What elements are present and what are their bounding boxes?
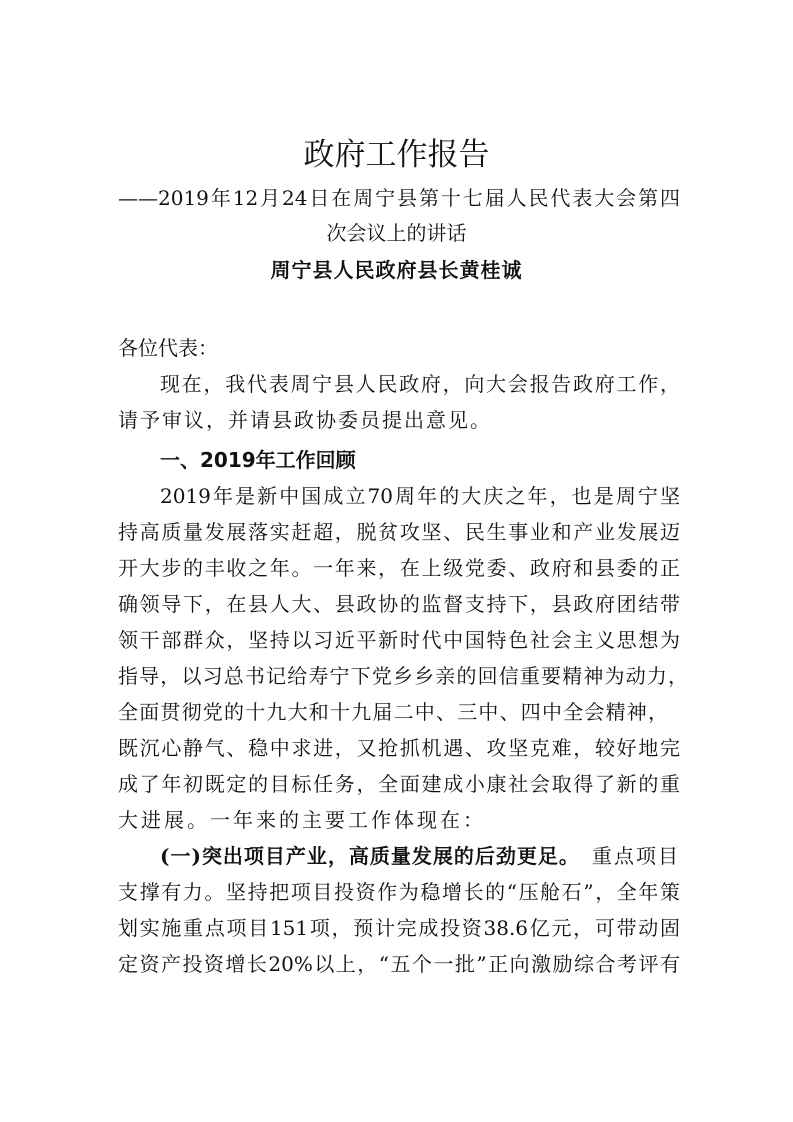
paragraph-line: 领干部群众，坚持以习近平新时代中国特色社会主义思想为 — [118, 628, 680, 652]
paragraph-line: 指导，以习总书记给寿宁下党乡乡亲的回信重要精神为动力， — [118, 664, 688, 688]
paragraph-line: 2019年是新中国成立70周年的大庆之年，也是周宁坚 — [160, 484, 680, 508]
subtitle-line-2: 次会议上的讲话 — [326, 221, 467, 245]
paragraph-line: 定资产投资增长20%以上，“五个一批”正向激励综合考评有 — [118, 952, 680, 976]
section-heading: 一、2019年工作回顾 — [160, 448, 356, 472]
page-title: 政府工作报告 — [303, 137, 490, 173]
author-line: 周宁县人民政府县长黄桂诚 — [270, 258, 523, 282]
subsection-text: 重点项目 — [592, 844, 680, 868]
subtitle-line-1: ——2019年12月24日在周宁县第十七届人民代表大会第四 — [118, 186, 680, 210]
intro-line-1: 现在，我代表周宁县人民政府，向大会报告政府工作， — [160, 372, 680, 396]
subsection-heading: (一)突出项目产业，高质量发展的后劲更足。 — [160, 844, 580, 868]
paragraph-line: 大进展。一年来的主要工作体现在： — [118, 808, 486, 832]
paragraph-line: 既沉心静气、稳中求进，又抢抓机遇、攻坚克难，较好地完 — [118, 736, 680, 760]
paragraph-line: 划实施重点项目151项，预计完成投资38.6亿元，可带动固 — [118, 916, 680, 940]
paragraph-line: 持高质量发展落实赶超，脱贫攻坚、民生事业和产业发展迈 — [118, 520, 680, 544]
paragraph-line: 全面贯彻党的十九大和十九届二中、三中、四中全会精神， — [118, 700, 668, 724]
paragraph-line: 确领导下，在县人大、县政协的监督支持下，县政府团结带 — [118, 592, 680, 616]
paragraph-line: 成了年初既定的目标任务，全面建成小康社会取得了新的重 — [118, 772, 680, 796]
salutation: 各位代表： — [118, 336, 218, 360]
subsection-line — [160, 842, 680, 870]
intro-line-2: 请予审议，并请县政协委员提出意见。 — [118, 408, 492, 432]
paragraph-line: 开大步的丰收之年。一年来，在上级党委、政府和县委的正 — [118, 556, 680, 580]
paragraph-line: 支撑有力。坚持把项目投资作为稳增长的“压舱石”，全年策 — [118, 880, 680, 904]
